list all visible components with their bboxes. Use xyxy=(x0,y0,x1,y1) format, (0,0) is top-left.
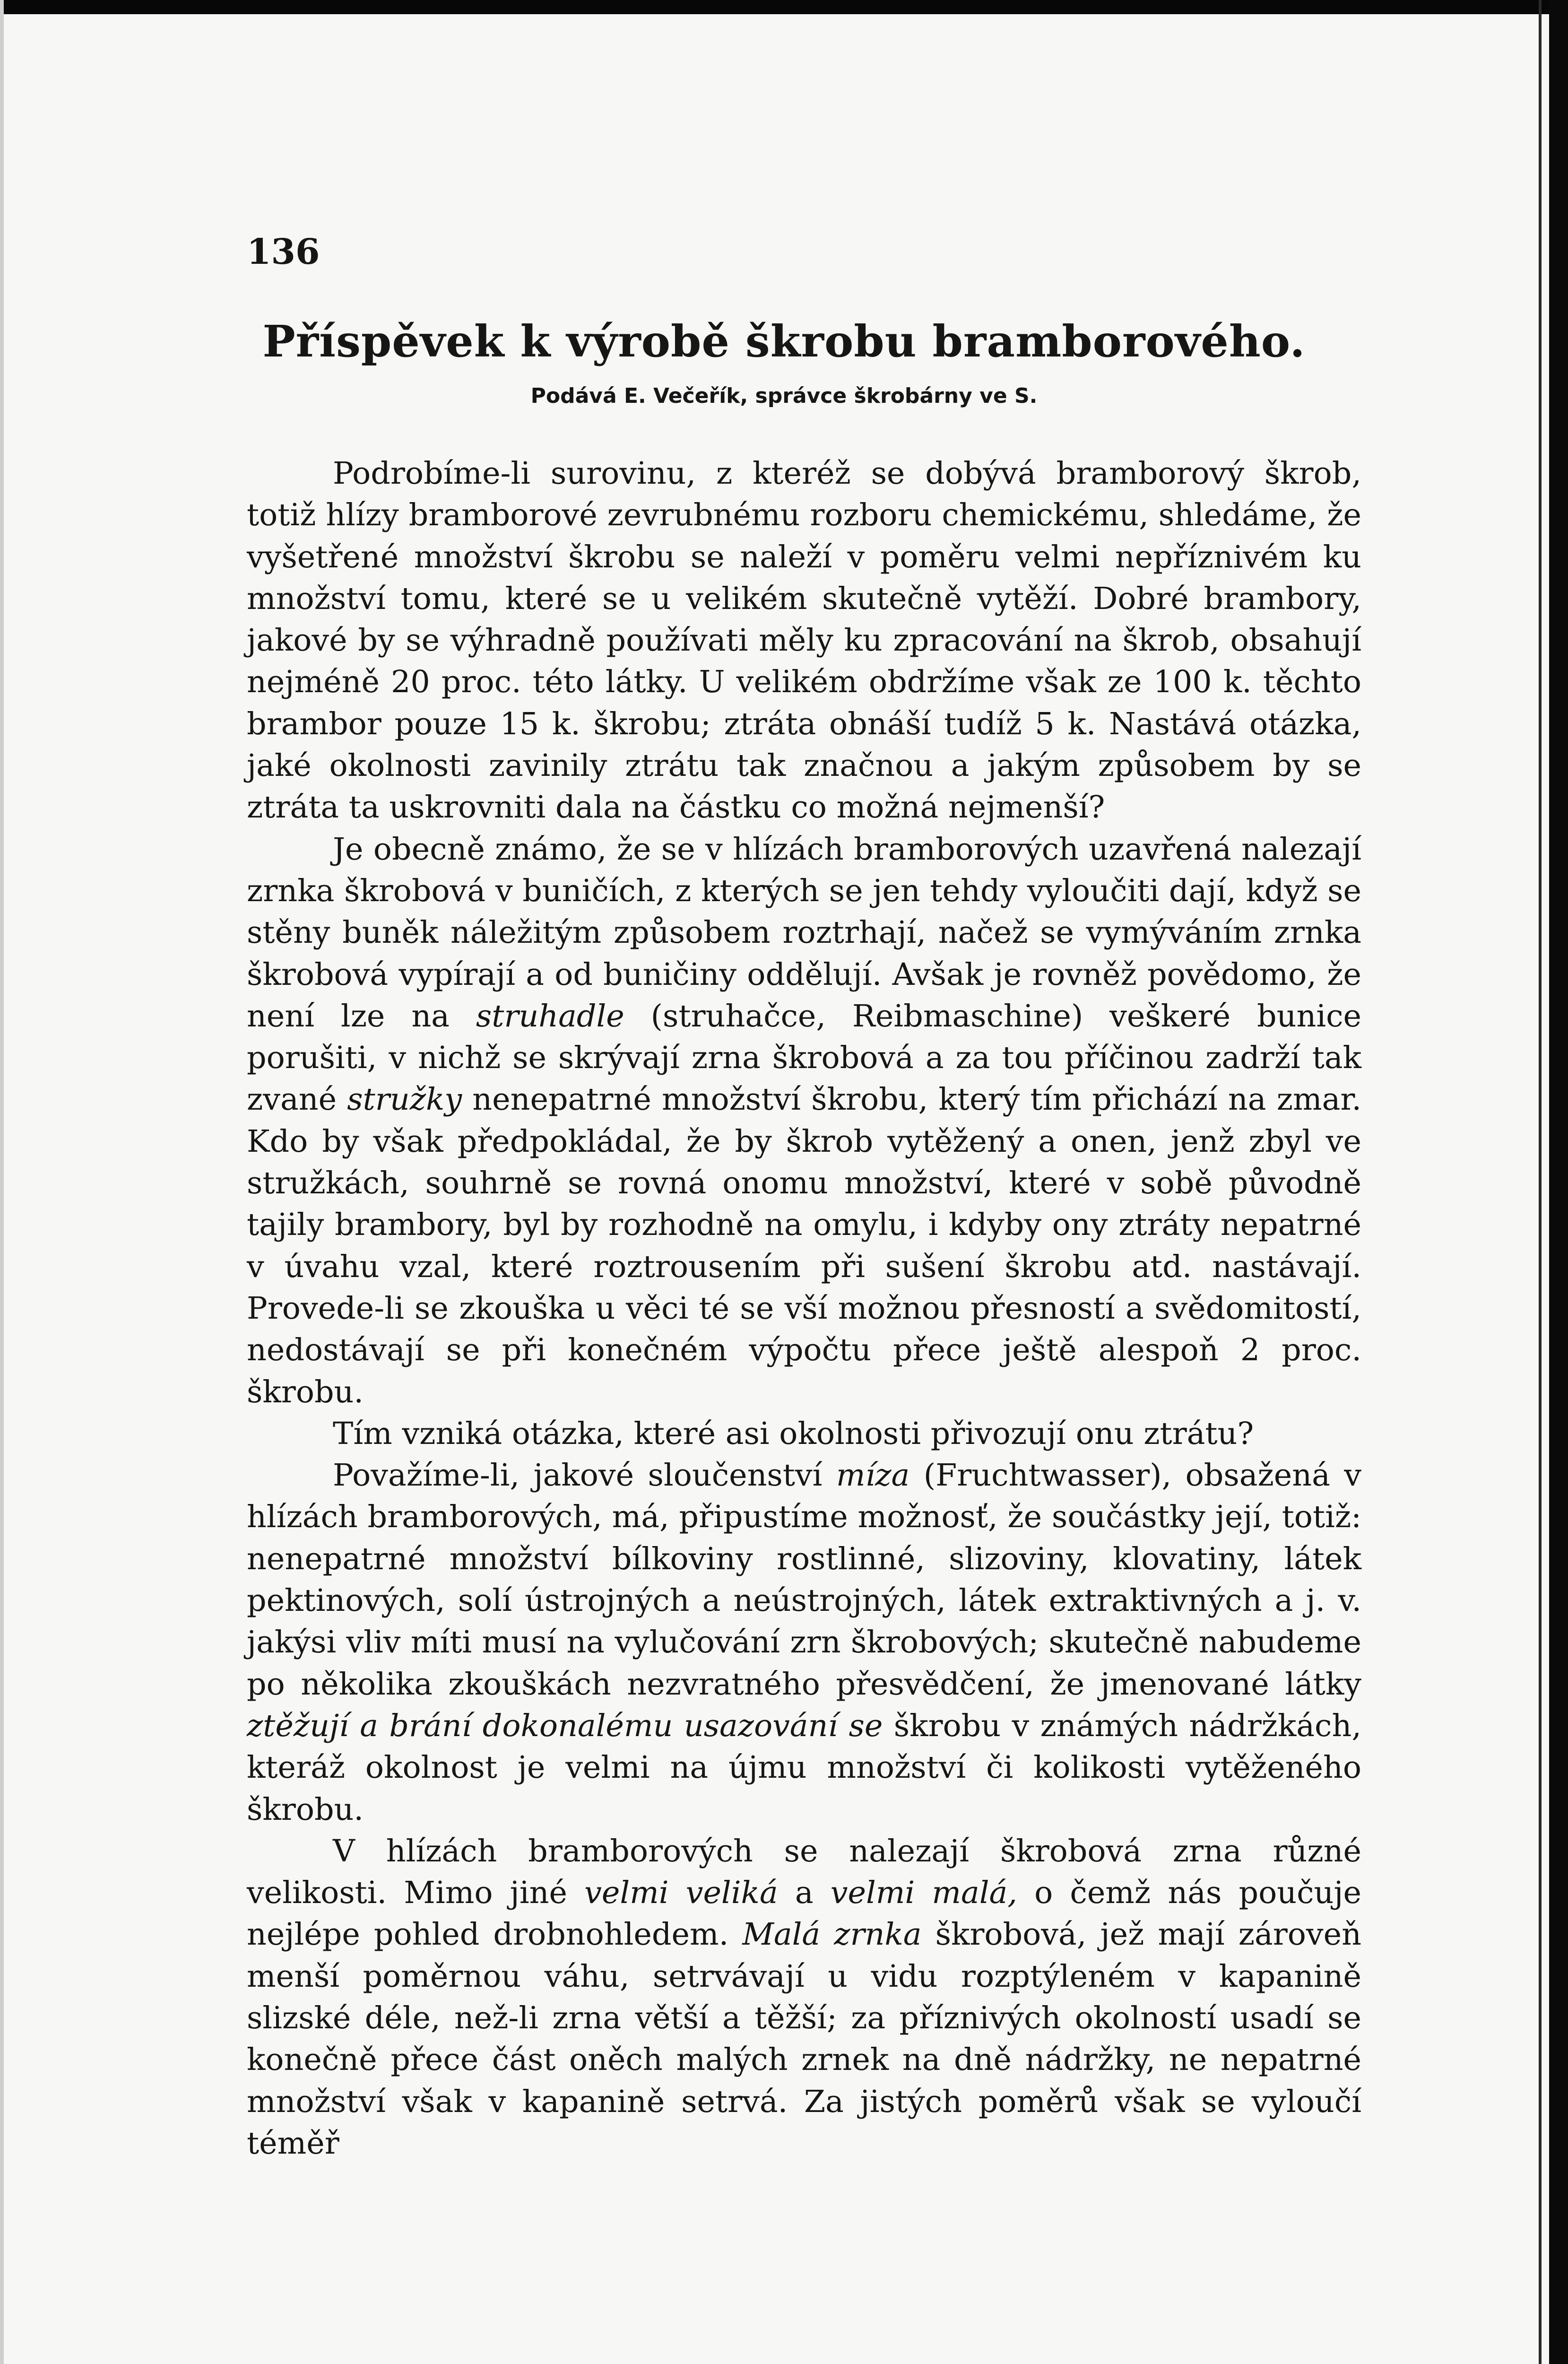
italic-term: ztěžují a brání dokonalému usazování se xyxy=(247,1708,883,1744)
text-run: (Fruchtwasser), obsažená v hlízách bramborových, má, připustíme možnosť, že součástky její, totiž: nenepatrné množství bílkoviny rostlinné, slizoviny, klovatiny, látek pektinových, solí ústrojných a neústrojných, látek extraktivných a j. v. jakýsi vliv míti musí na vylučování zrn škrobových; skutečně nabudeme po několika zkouškách nezvratného přesvědčení, že jmenované látky xyxy=(247,1458,1361,1702)
article-byline: Podává E. Večeřík, správce škrobárny ve S. xyxy=(530,384,1038,408)
paragraph xyxy=(247,1455,1361,1831)
scan-edge-top xyxy=(0,0,1568,14)
paragraph xyxy=(247,1413,1361,1455)
italic-term: velmi malá, xyxy=(830,1875,1017,1911)
article-body xyxy=(247,453,1361,2164)
paragraph xyxy=(247,829,1361,1413)
italic-term: stružky xyxy=(347,1082,462,1118)
text-run: Tím vzniká otázka, které asi okolnosti přivozují onu ztrátu? xyxy=(333,1416,1254,1451)
paragraph xyxy=(247,453,1361,829)
text-run: nenepatrné množství škrobu, který tím přichází na zmar. Kdo by však předpokládal, že by škrob vytěžený a onen, jenž zbyl ve stružkách, souhrně se rovná onomu množství, které v sobě původně tajily brambory, byl by rozhodně na omylu, i kdyby ony ztráty nepatrné v úvahu vzal, které roztrousením při sušení škrobu atd. nastávají. Provede-li se zkouška u věci té se vší možnou přesností a svědomitostí, nedostávají se při konečném výpočtu přece ještě alespoň 2 proc. škrobu. xyxy=(247,1082,1361,1410)
text-run: o čemž nás poučuje nejlépe pohled drobnohledem. xyxy=(247,1875,1362,1953)
text-run: Považíme-li, jakové sloučenství xyxy=(333,1458,836,1494)
italic-term: Malá zrnka xyxy=(742,1917,922,1953)
text-run: a xyxy=(778,1875,831,1911)
text-run: škrobová, jež mají zároveň menší poměrnou váhu, setrvávají u vidu rozptýleném v kapanině slizské déle, než-li zrna větší a těžší; za příznivých okolností usadí se konečně přece část oněch malých zrnek na dně nádržky, ne nepatrné množství však v kapanině setrvá. Za jistých poměrů však se vyloučí téměř xyxy=(247,1917,1361,2161)
text-run: Podrobíme-li surovinu, z kteréž se dobývá bramborový škrob, totiž hlízy bramborové zevrubnému rozboru chemickému, shledáme, že vyšetřené množství škrobu se naleží v poměru velmi nepříznivém ku množství tomu, které se u velikém skutečně vytěží. Dobré brambory, jakové by se výhradně používati měly ku zpracování na škrob, obsahují nejméně 20 proc. této látky. U velikém obdržíme však ze 100 k. těchto brambor pouze 15 k. škrobu; ztráta obnáší tudíž 5 k. Nastává otázka, jaké okolnosti zavinily ztrátu tak značnou a jakým způsobem by se ztráta ta uskrovniti dala na částku co možná nejmenší? xyxy=(247,456,1361,826)
page-number: 136 xyxy=(247,232,320,272)
text-run: V hlízách bramborových se nalezají škrobová zrna různé velikosti. Mimo jiné xyxy=(247,1833,1361,1911)
text-run: Je obecně známo, že se v hlízách bramborových uzavřená nalezají zrnka škrobová v buničích, z kterých se jen tehdy vyloučiti dají, když se stěny buněk náležitým způsobem roztrhají, načež se vymýváním zrnka škrobová vypírají a od buničiny oddělují. Avšak je rovněž povědomo, že není lze na xyxy=(247,831,1361,1034)
text-run: (struhačce, Reibmaschine) veškeré bunice porušiti, v nichž se skrývají zrna škrobová a za tou příčinou zadrží tak zvané xyxy=(247,998,1361,1118)
italic-term: struhadle xyxy=(476,998,624,1034)
paragraph xyxy=(247,1831,1361,2164)
article-title: Příspěvek k výrobě škrobu bramborového. xyxy=(262,316,1306,367)
text-run: škrobu v známých nádržkách, kteráž okolnost je velmi na újmu množství či kolikosti vytěženého škrobu. xyxy=(247,1708,1361,1827)
italic-term: míza xyxy=(836,1458,910,1494)
italic-term: velmi veliká xyxy=(584,1875,778,1911)
